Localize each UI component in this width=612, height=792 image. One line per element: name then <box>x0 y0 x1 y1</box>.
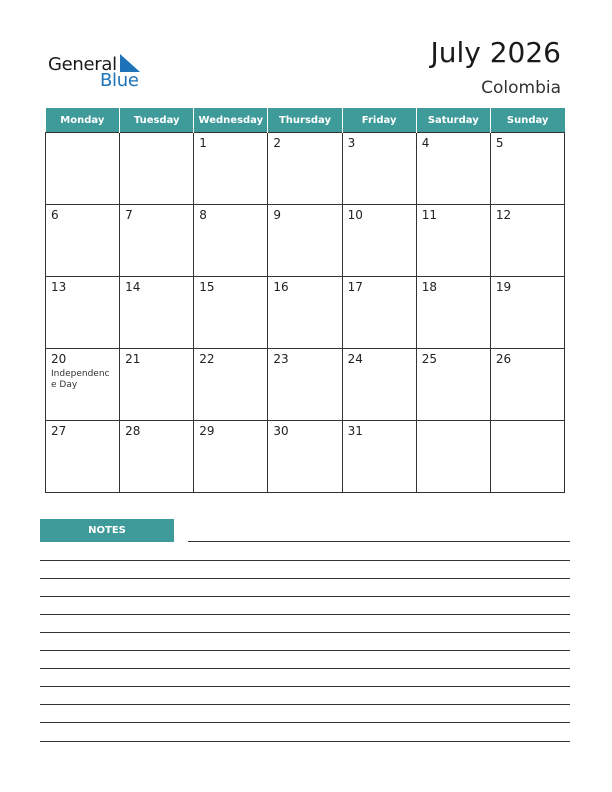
calendar-day-cell <box>194 277 268 349</box>
day-number: 15 <box>199 280 215 294</box>
calendar-week-row <box>46 421 565 493</box>
notes-label: NOTES <box>40 519 174 542</box>
calendar-day-cell <box>342 421 416 493</box>
notes-line <box>188 541 570 542</box>
calendar-day-cell <box>268 205 342 277</box>
calendar-day-cell <box>490 133 564 205</box>
calendar-day-cell <box>46 349 120 421</box>
day-number: 24 <box>347 352 363 366</box>
calendar-week-row <box>46 133 565 205</box>
day-number: 20 <box>51 352 67 366</box>
weekday-header: Monday <box>46 108 120 133</box>
calendar-day-cell <box>46 421 120 493</box>
calendar-day-cell <box>342 133 416 205</box>
calendar-day-cell <box>416 421 490 493</box>
calendar-day-cell <box>194 421 268 493</box>
notes-line <box>40 668 570 669</box>
calendar-grid <box>45 108 565 493</box>
day-number: 11 <box>421 208 437 222</box>
notes-line <box>40 578 570 579</box>
calendar-day-cell <box>120 277 194 349</box>
notes-line <box>40 722 570 723</box>
calendar-day-cell <box>342 205 416 277</box>
day-number: 4 <box>421 136 430 150</box>
calendar-week-row <box>46 205 565 277</box>
calendar-day-cell <box>46 205 120 277</box>
day-number: 12 <box>495 208 512 222</box>
notes-line <box>40 614 570 615</box>
day-number: 17 <box>347 280 363 294</box>
calendar-day-cell <box>46 277 120 349</box>
day-number: 25 <box>421 352 437 366</box>
day-number: 5 <box>495 136 504 150</box>
weekday-header-row <box>46 108 565 133</box>
calendar-day-cell <box>268 421 342 493</box>
day-number: 27 <box>51 424 67 438</box>
calendar-day-cell <box>120 421 194 493</box>
day-number: 21 <box>125 352 141 366</box>
calendar-day-cell <box>342 277 416 349</box>
calendar-day-cell <box>120 349 194 421</box>
day-number: 16 <box>273 280 289 294</box>
day-number: 2 <box>273 136 282 150</box>
weekday-header: Friday <box>342 108 416 133</box>
calendar-day-cell <box>490 205 564 277</box>
day-number: 23 <box>273 352 289 366</box>
day-number: 8 <box>199 208 207 222</box>
logo <box>48 52 148 92</box>
logo-text-blue: Blue <box>100 70 139 91</box>
weekday-header: Sunday <box>490 108 564 133</box>
calendar-week-row <box>46 349 565 421</box>
day-number: 6 <box>51 208 59 222</box>
calendar-day-cell <box>490 421 564 493</box>
day-number: 9 <box>273 208 282 222</box>
notes-line <box>40 741 570 742</box>
notes-line <box>40 686 570 687</box>
day-number: 29 <box>199 424 215 438</box>
calendar-day-cell <box>416 277 490 349</box>
calendar-day-cell <box>490 277 564 349</box>
notes-line <box>40 596 570 597</box>
calendar-body <box>46 133 565 493</box>
day-number: 19 <box>495 280 512 294</box>
calendar-week-row <box>46 277 565 349</box>
notes-line <box>40 632 570 633</box>
calendar-day-cell <box>268 277 342 349</box>
logo-text-general: General <box>48 54 117 75</box>
calendar-day-cell <box>194 349 268 421</box>
notes-line <box>40 704 570 705</box>
holiday-label: Independence Day <box>51 369 110 390</box>
weekday-header: Tuesday <box>120 108 194 133</box>
calendar-day-cell <box>342 349 416 421</box>
day-number: 1 <box>199 136 207 150</box>
weekday-header: Wednesday <box>194 108 268 133</box>
calendar-day-cell <box>194 205 268 277</box>
day-number: 13 <box>51 280 67 294</box>
weekday-header: Saturday <box>416 108 490 133</box>
day-number: 7 <box>125 208 133 222</box>
calendar-day-cell <box>46 133 120 205</box>
notes-line <box>40 650 570 651</box>
day-number: 31 <box>347 424 363 438</box>
day-number: 3 <box>347 136 356 150</box>
page-title: July 2026 <box>430 36 561 69</box>
calendar-day-cell <box>194 133 268 205</box>
calendar-day-cell <box>120 205 194 277</box>
day-number: 14 <box>125 280 141 294</box>
calendar-day-cell <box>416 205 490 277</box>
calendar-day-cell <box>416 349 490 421</box>
day-number: 30 <box>273 424 289 438</box>
calendar-day-cell <box>416 133 490 205</box>
day-number: 18 <box>421 280 437 294</box>
notes-line <box>40 560 570 561</box>
day-number: 10 <box>347 208 363 222</box>
calendar-day-cell <box>120 133 194 205</box>
calendar-day-cell <box>268 349 342 421</box>
calendar-day-cell <box>490 349 564 421</box>
day-number: 28 <box>125 424 141 438</box>
page-subtitle: Colombia <box>481 78 561 98</box>
weekday-header: Thursday <box>268 108 342 133</box>
day-number: 26 <box>495 352 512 366</box>
day-number: 22 <box>199 352 215 366</box>
calendar-day-cell <box>268 133 342 205</box>
